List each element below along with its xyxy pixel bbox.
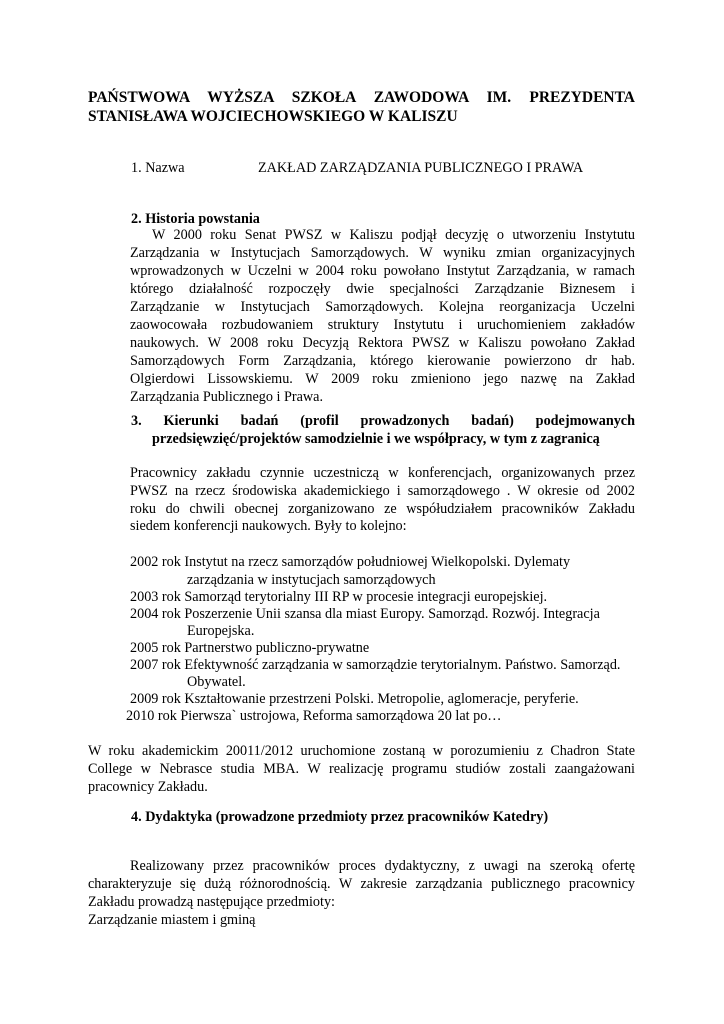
section4-line: Realizowany przez pracowników proces dydaktyczny, z uwagi na szeroką ofertę xyxy=(130,858,635,874)
section2-line: którego działalność rozpoczęły dwie specjalności Zarządzanie Biznesem i xyxy=(130,281,635,297)
section4-line: Zakładu prowadzą następujące przedmioty: xyxy=(88,894,335,910)
section2-line: Zarządzania Publicznego i Prawa. xyxy=(130,389,324,405)
section1-value: ZAKŁAD ZARZĄDZANIA PUBLICZNEGO I PRAWA xyxy=(258,160,584,176)
section3-intro-line: PWSZ na rzecz środowiska akademickiego i samorządowego . W okresie od 2002 xyxy=(130,483,635,499)
section2-line: Zarządzania w Instytucjach Samorządowych. W wyniku zmian organizacyjnych xyxy=(130,245,635,261)
section4-heading: 4. Dydaktyka (prowadzone przedmioty przez pracowników Katedry) xyxy=(131,809,549,825)
section2-line: zaowocowała rozbudowaniem struktury Instytutu i uruchomieniem zakładów xyxy=(130,317,635,333)
conference-item: 2010 rok Pierwsza` ustrojowa, Reforma samorządowa 20 lat po… xyxy=(126,708,502,724)
conference-item: 2004 rok Poszerzenie Unii szansa dla miast Europy. Samorząd. Rozwój. Integracja xyxy=(130,606,600,622)
section2-heading: 2. Historia powstania xyxy=(131,211,260,227)
conference-item: 2009 rok Kształtowanie przestrzeni Polski. Metropolie, aglomeracje, peryferie. xyxy=(130,691,579,707)
section3-heading-line2: przedsięwzięć/projektów samodzielnie i we współpracy, w tym z zagranicą xyxy=(152,431,600,447)
section3-heading-line1: 3. Kierunki badań (profil prowadzonych badań) podejmowanych xyxy=(131,413,635,429)
section2-line: Samorządowych Form Zarządzania, którego kierowanie powierzono dr hab. xyxy=(130,353,635,369)
institution-title-line1: PAŃSTWOWA WYŻSZA SZKOŁA ZAWODOWA IM. PREZYDENTA xyxy=(88,89,635,106)
mba-paragraph-line3: pracownicy Zakładu. xyxy=(88,779,208,795)
section1-label: 1. Nazwa xyxy=(131,160,185,176)
section3-intro-line: roku do chwili obecnej zorganizowano ze współudziałem pracowników Zakładu xyxy=(130,501,635,517)
section4-line: Zarządzanie miastem i gminą xyxy=(88,912,256,928)
section4-line: charakteryzuje się dużą różnorodnością. W zakresie zarządzania publicznego pracownicy xyxy=(88,876,635,892)
section3-intro-line: Pracownicy zakładu czynnie uczestniczą w konferencjach, organizowanych przez xyxy=(130,465,635,481)
section2-line: Olgierdowi Lissowskiemu. W 2009 roku zmieniono jego nazwę na Zakład xyxy=(130,371,635,387)
section2-line: naukowych. W 2008 roku Decyzją Rektora PWSZ w Kaliszu powołano Zakład xyxy=(130,335,635,351)
conference-item-continuation: Europejska. xyxy=(187,623,255,639)
conference-item: 2007 rok Efektywność zarządzania w samorządzie terytorialnym. Państwo. Samorząd. xyxy=(130,657,621,673)
mba-paragraph-line1: W roku akademickim 20011/2012 uruchomione zostaną w porozumieniu z Chadron State xyxy=(88,743,635,759)
conference-item-continuation: zarządzania w instytucjach samorządowych xyxy=(187,572,436,588)
conference-item: 2005 rok Partnerstwo publiczno-prywatne xyxy=(130,640,370,656)
conference-item: 2003 rok Samorząd terytorialny III RP w procesie integracji europejskiej. xyxy=(130,589,548,605)
mba-paragraph-line2: College w Nebrasce studia MBA. W realizację programu studiów zostali zaangażowani xyxy=(88,761,635,777)
section3-intro-line: siedem konferencji naukowych. Były to kolejno: xyxy=(130,518,407,534)
institution-title-line2: STANISŁAWA WOJCIECHOWSKIEGO W KALISZU xyxy=(88,108,458,125)
conference-item-continuation: Obywatel. xyxy=(187,674,246,690)
section2-line: W 2000 roku Senat PWSZ w Kaliszu podjął decyzję o utworzeniu Instytutu xyxy=(152,227,635,243)
section2-line: Zarządzanie w Instytucjach Samorządowych. Kolejna reorganizacja Uczelni xyxy=(130,299,635,315)
conference-item: 2002 rok Instytut na rzecz samorządów południowej Wielkopolski. Dylematy xyxy=(130,554,571,570)
section2-line: wprowadzonych w Uczelni w 2004 roku powołano Instytut Zarządzania, w ramach xyxy=(130,263,635,279)
